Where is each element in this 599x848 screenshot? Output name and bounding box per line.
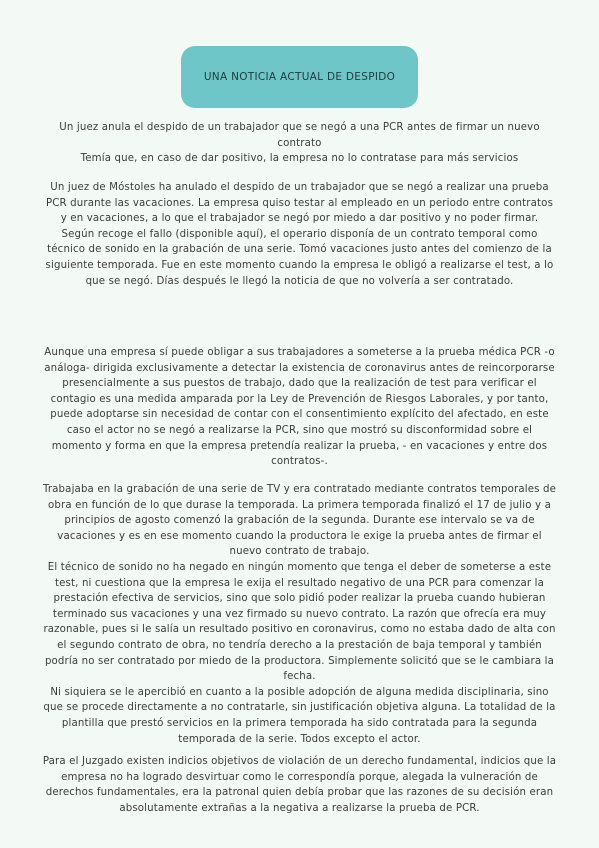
technician-paragraph: El técnico de sonido no ha negado en ningún momento que tenga el deber de someterse a este test, ni cuestiona que la empresa le exija el resultado negativo de una PCR para comenzar la prestación efectiva de servicios, sino que solo pidió poder realizar la prueba cuando hubieran terminado sus vacaciones y una vez firmado su nuevo contrato. La razón que ofrecía era muy razonable, pues si le salía un resultado positivo en coronavirus, como no estaba dado de alta con el segundo contrato de obra, no tendría derecho a la prestación de baja temporal y también podría no ser contratado por miedo de la productora. Simplemente solicitó que se le cambiara la fecha. bbox=[43, 561, 556, 683]
facts-block bbox=[42, 482, 557, 747]
legal-context-block bbox=[42, 345, 557, 470]
title-banner bbox=[181, 46, 418, 108]
court-conclusion-block bbox=[42, 754, 557, 816]
headline-text: Un juez anula el despido de un trabajador que se negó a una PCR antes de firmar un nuevo contrato bbox=[59, 122, 540, 149]
court-conclusion-paragraph: Para el Juzgado existen indicios objetivos de violación de un derecho fundamental, indicios que la empresa no ha logrado desvirtuar como le correspondía porque, alegada la vulneración de derechos fundamentales, era la patronal quien debía probar que las razones de su decisión eran absolutamente extrañas a la negativa a realizarse la prueba de PCR. bbox=[42, 756, 557, 814]
subtitle-block bbox=[42, 120, 557, 167]
subheadline-text: Temía que, en caso de dar positivo, la empresa no lo contratase para más servicios bbox=[80, 153, 519, 165]
intro-block bbox=[42, 180, 557, 289]
ruling-paragraph: Según recoge el fallo (disponible aquí), el operario disponía de un contrato temporal como técnico de sonido en la grabación de una serie. Tomó vacaciones justo antes del comienzo de la siguiente temporada. Fue en este momento cuando la empresa le obligó a realizarse el test, a lo que se negó. Días después le llegó la noticia de que no volvería a ser contratado. bbox=[45, 228, 554, 287]
page-title: UNA NOTICIA ACTUAL DE DESPIDO bbox=[203, 71, 396, 83]
facts-paragraph: Trabajaba en la grabación de una serie de TV y era contratado mediante contratos temporales de obra en función de lo que durase la temporada. La primera temporada finalizó el 17 de julio y a principios de agosto comenzó la grabación de la segunda. Durante ese intervalo se va de vacaciones y es en ese momento cuando la productora le exige la prueba antes de firmar el nuevo contrato de trabajo. bbox=[42, 484, 557, 558]
intro-paragraph: Un juez de Móstoles ha anulado el despido de un trabajador que se negó a realizar una prueba PCR durante las vacaciones. La empresa quiso testar al empleado en un periodo entre contratos y en vacaciones, a lo que el trabajador se negó por miedo a dar positivo y no poder firmar. bbox=[45, 182, 554, 225]
dismissal-paragraph: Ni siquiera se le apercibió en cuanto a la posible adopción de alguna medida disciplinaria, sino que se procede directamente a no contratarle, sin justificación objetiva alguna. La totalidad de la plantilla que prestó servicios en la primera temporada ha sido contratada para la segunda temporada de la serie. Todos excepto el actor. bbox=[43, 686, 556, 745]
legal-context-paragraph: Aunque una empresa sí puede obligar a sus trabajadores a someterse a la prueba médica PCR -o análoga- dirigida exclusivamente a detectar la existencia de coronavirus antes de reincorporarse presencialmente a sus puestos de trabajo, dado que la realización de test para verificar el contagio es una medida amparada por la Ley de Prevención de Riesgos Laborales, y por tanto, puede adoptarse sin necesidad de contar con el consentimiento explícito del afectado, en este caso el actor no se negó a realizarse la PCR, sino que mostró su disconformidad sobre el momento y forma en que la empresa pretendía realizar la prueba, - en vacaciones y entre dos contratos-. bbox=[44, 347, 555, 468]
